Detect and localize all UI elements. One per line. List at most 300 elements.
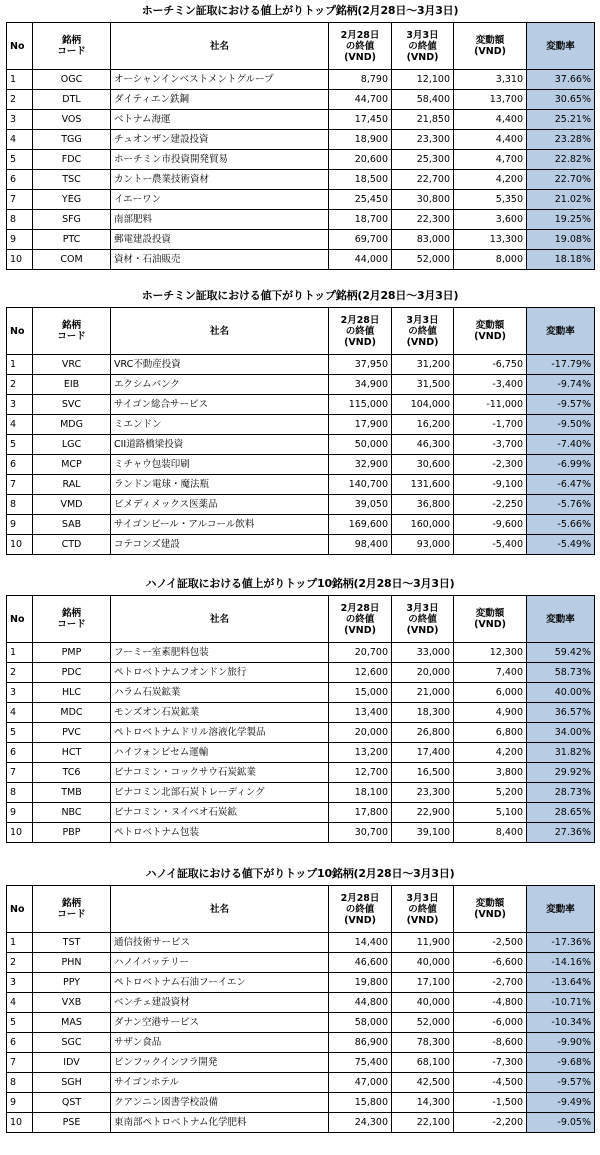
header-no bbox=[7, 23, 33, 70]
cell-no: 9 bbox=[7, 230, 33, 250]
header-close-feb28 bbox=[329, 596, 392, 643]
cell-close-mar3: 18,300 bbox=[392, 703, 454, 723]
table-row bbox=[7, 170, 595, 190]
table-row bbox=[7, 683, 595, 703]
header-close-feb28 bbox=[329, 308, 392, 355]
header-change bbox=[454, 308, 527, 355]
table-row bbox=[7, 783, 595, 803]
header-close-feb28-line: 2月28日 bbox=[340, 29, 380, 41]
cell-no: 8 bbox=[7, 495, 33, 515]
cell-change: 5,200 bbox=[454, 783, 527, 803]
table-row bbox=[7, 435, 595, 455]
header-code-line: コード bbox=[57, 331, 86, 342]
cell-change: -8,600 bbox=[454, 1033, 527, 1053]
cell-code: PDC bbox=[33, 663, 111, 683]
cell-no: 8 bbox=[7, 210, 33, 230]
cell-company: ミエンドン bbox=[111, 415, 329, 435]
cell-close-feb28: 140,700 bbox=[329, 475, 392, 495]
cell-change: -1,500 bbox=[454, 1093, 527, 1113]
cell-no: 2 bbox=[7, 375, 33, 395]
cell-close-mar3: 160,000 bbox=[392, 515, 454, 535]
cell-no: 2 bbox=[7, 953, 33, 973]
cell-rate: -10.71% bbox=[527, 993, 595, 1013]
cell-close-feb28: 32,900 bbox=[329, 455, 392, 475]
cell-company: ミチャウ包装印刷 bbox=[111, 455, 329, 475]
cell-change: -9,600 bbox=[454, 515, 527, 535]
cell-change: 6,800 bbox=[454, 723, 527, 743]
cell-close-feb28: 14,400 bbox=[329, 933, 392, 953]
stock-table bbox=[6, 885, 595, 1133]
header-close-feb28-line: (VND) bbox=[344, 914, 376, 926]
header-name bbox=[111, 308, 329, 355]
table-row bbox=[7, 643, 595, 663]
cell-rate: 21.02% bbox=[527, 190, 595, 210]
cell-no: 9 bbox=[7, 515, 33, 535]
table-title: ハノイ証取における値下がりトップ10銘柄(2月28日～3月3日) bbox=[145, 867, 455, 880]
header-code-line: 銘柄 bbox=[61, 35, 81, 46]
header-close-feb28-line: 2月28日 bbox=[340, 314, 380, 326]
cell-rate: -17.79% bbox=[527, 355, 595, 375]
cell-rate: 27.36% bbox=[527, 823, 595, 843]
header-row bbox=[7, 886, 595, 933]
table-row bbox=[7, 415, 595, 435]
cell-close-feb28: 58,000 bbox=[329, 1013, 392, 1033]
cell-code: IDV bbox=[33, 1053, 111, 1073]
table-row bbox=[7, 375, 595, 395]
section-hn-losers bbox=[6, 863, 594, 1133]
header-code-line: コード bbox=[57, 909, 86, 920]
cell-close-mar3: 83,000 bbox=[392, 230, 454, 250]
cell-rate: -5.76% bbox=[527, 495, 595, 515]
header-close-mar3 bbox=[392, 886, 454, 933]
header-name bbox=[111, 886, 329, 933]
header-no-line: No bbox=[10, 613, 25, 625]
cell-rate: 22.82% bbox=[527, 150, 595, 170]
cell-close-mar3: 25,300 bbox=[392, 150, 454, 170]
cell-close-feb28: 17,900 bbox=[329, 415, 392, 435]
header-close-feb28-line: 2月28日 bbox=[340, 892, 380, 904]
cell-close-mar3: 22,100 bbox=[392, 1113, 454, 1133]
cell-rate: -7.40% bbox=[527, 435, 595, 455]
header-row bbox=[7, 596, 595, 643]
cell-code: VXB bbox=[33, 993, 111, 1013]
stock-table bbox=[6, 22, 595, 270]
table-row bbox=[7, 703, 595, 723]
cell-rate: 40.00% bbox=[527, 683, 595, 703]
cell-rate: -17.36% bbox=[527, 933, 595, 953]
table-row bbox=[7, 535, 595, 555]
cell-code: PVC bbox=[33, 723, 111, 743]
cell-close-feb28: 20,600 bbox=[329, 150, 392, 170]
cell-change: -3,700 bbox=[454, 435, 527, 455]
header-close-feb28-line: の終値 bbox=[345, 613, 375, 625]
cell-code: SFG bbox=[33, 210, 111, 230]
header-code bbox=[33, 596, 111, 643]
header-close-mar3-line: (VND) bbox=[406, 914, 439, 926]
cell-company: ビンフックインフラ開発 bbox=[111, 1053, 329, 1073]
header-rate-line: 変動率 bbox=[546, 903, 575, 915]
table-title: ホーチミン証取における値下がりトップ銘柄(2月28日～3月3日) bbox=[141, 289, 459, 302]
cell-company: モンズオン石炭鉱業 bbox=[111, 703, 329, 723]
cell-code: PTC bbox=[33, 230, 111, 250]
header-close-feb28 bbox=[329, 886, 392, 933]
header-close-mar3 bbox=[392, 23, 454, 70]
cell-company: イエーワン bbox=[111, 190, 329, 210]
cell-company: ペトロベトナム石油フーイエン bbox=[111, 973, 329, 993]
header-code bbox=[33, 886, 111, 933]
cell-code: PSE bbox=[33, 1113, 111, 1133]
cell-code: CTD bbox=[33, 535, 111, 555]
table-row bbox=[7, 1053, 595, 1073]
cell-close-feb28: 19,800 bbox=[329, 973, 392, 993]
cell-close-feb28: 15,800 bbox=[329, 1093, 392, 1113]
cell-close-mar3: 23,300 bbox=[392, 783, 454, 803]
header-change-line: 変動額 bbox=[475, 320, 505, 331]
cell-rate: 37.66% bbox=[527, 70, 595, 90]
header-no bbox=[7, 596, 33, 643]
cell-code: VMD bbox=[33, 495, 111, 515]
header-close-feb28 bbox=[329, 23, 392, 70]
header-close-mar3-line: の終値 bbox=[408, 325, 437, 337]
header-rate bbox=[527, 596, 595, 643]
cell-no: 3 bbox=[7, 683, 33, 703]
header-rate-line: 変動率 bbox=[546, 325, 575, 337]
header-no-line: No bbox=[10, 40, 25, 52]
cell-rate: -9.49% bbox=[527, 1093, 595, 1113]
cell-code: MCP bbox=[33, 455, 111, 475]
cell-code: MAS bbox=[33, 1013, 111, 1033]
cell-close-mar3: 12,100 bbox=[392, 70, 454, 90]
cell-rate: -9.57% bbox=[527, 395, 595, 415]
cell-company: ペトロベトナム包装 bbox=[111, 823, 329, 843]
table-row bbox=[7, 763, 595, 783]
cell-close-mar3: 104,000 bbox=[392, 395, 454, 415]
header-name-line: 社名 bbox=[209, 613, 229, 625]
table-row bbox=[7, 1113, 595, 1133]
cell-rate: 23.28% bbox=[527, 130, 595, 150]
header-rate-line: 変動率 bbox=[546, 613, 575, 625]
cell-company: エクシムバンク bbox=[111, 375, 329, 395]
cell-company: ハノイバッテリー bbox=[111, 953, 329, 973]
cell-no: 9 bbox=[7, 803, 33, 823]
cell-rate: -5.49% bbox=[527, 535, 595, 555]
cell-rate: -9.50% bbox=[527, 415, 595, 435]
cell-no: 4 bbox=[7, 703, 33, 723]
cell-no: 6 bbox=[7, 455, 33, 475]
header-code bbox=[33, 308, 111, 355]
cell-close-mar3: 22,300 bbox=[392, 210, 454, 230]
cell-close-mar3: 14,300 bbox=[392, 1093, 454, 1113]
cell-close-feb28: 18,500 bbox=[329, 170, 392, 190]
table-row bbox=[7, 973, 595, 993]
cell-code: MDG bbox=[33, 415, 111, 435]
header-code-line: コード bbox=[57, 46, 86, 57]
cell-code: EIB bbox=[33, 375, 111, 395]
cell-change: 13,300 bbox=[454, 230, 527, 250]
table-row bbox=[7, 230, 595, 250]
cell-close-feb28: 169,600 bbox=[329, 515, 392, 535]
cell-company: ハイフォンビセム運輸 bbox=[111, 743, 329, 763]
cell-change: -6,000 bbox=[454, 1013, 527, 1033]
table-row bbox=[7, 933, 595, 953]
cell-no: 7 bbox=[7, 190, 33, 210]
cell-close-mar3: 17,100 bbox=[392, 973, 454, 993]
cell-close-mar3: 31,200 bbox=[392, 355, 454, 375]
cell-company: サザン食品 bbox=[111, 1033, 329, 1053]
cell-company: ビナコミン・ヌイベオ石炭鉱 bbox=[111, 803, 329, 823]
cell-company: ベンチェ建設資材 bbox=[111, 993, 329, 1013]
cell-company: ホーチミン市投資開発貿易 bbox=[111, 150, 329, 170]
header-change-line: (VND) bbox=[474, 46, 506, 57]
cell-company: クアンニン図書学校設備 bbox=[111, 1093, 329, 1113]
cell-no: 1 bbox=[7, 70, 33, 90]
header-code bbox=[33, 23, 111, 70]
cell-rate: 36.57% bbox=[527, 703, 595, 723]
cell-change: 13,700 bbox=[454, 90, 527, 110]
header-close-feb28-line: の終値 bbox=[345, 40, 375, 52]
table-row bbox=[7, 395, 595, 415]
cell-rate: 25.21% bbox=[527, 110, 595, 130]
header-close-mar3-line: の終値 bbox=[408, 40, 437, 52]
cell-close-feb28: 18,700 bbox=[329, 210, 392, 230]
cell-close-mar3: 16,200 bbox=[392, 415, 454, 435]
cell-close-mar3: 46,300 bbox=[392, 435, 454, 455]
cell-code: MDC bbox=[33, 703, 111, 723]
cell-company: ハラム石炭鉱業 bbox=[111, 683, 329, 703]
cell-close-feb28: 98,400 bbox=[329, 535, 392, 555]
header-rate-line: 変動率 bbox=[546, 40, 575, 52]
cell-close-feb28: 15,000 bbox=[329, 683, 392, 703]
header-no-line: No bbox=[10, 903, 25, 915]
cell-code: SAB bbox=[33, 515, 111, 535]
cell-company: ランドン電球・魔法瓶 bbox=[111, 475, 329, 495]
cell-company: ダナン空港サービス bbox=[111, 1013, 329, 1033]
cell-company: サイゴンビール・アルコール飲料 bbox=[111, 515, 329, 535]
cell-close-mar3: 30,800 bbox=[392, 190, 454, 210]
header-close-mar3-line: の終値 bbox=[408, 613, 437, 625]
cell-code: OGC bbox=[33, 70, 111, 90]
cell-company: ビナコミン・コックサウ石炭鉱業 bbox=[111, 763, 329, 783]
cell-code: SVC bbox=[33, 395, 111, 415]
cell-close-feb28: 75,400 bbox=[329, 1053, 392, 1073]
table-row bbox=[7, 70, 595, 90]
table-row bbox=[7, 515, 595, 535]
cell-no: 6 bbox=[7, 170, 33, 190]
cell-change: 4,400 bbox=[454, 130, 527, 150]
cell-company: ビメディメックス医薬品 bbox=[111, 495, 329, 515]
header-close-mar3-line: (VND) bbox=[406, 51, 439, 63]
cell-close-feb28: 20,000 bbox=[329, 723, 392, 743]
cell-company: VRC不動産投資 bbox=[111, 355, 329, 375]
cell-close-feb28: 13,200 bbox=[329, 743, 392, 763]
cell-change: -11,000 bbox=[454, 395, 527, 415]
cell-change: 4,200 bbox=[454, 743, 527, 763]
cell-close-feb28: 8,790 bbox=[329, 70, 392, 90]
header-no-line: No bbox=[10, 325, 25, 337]
header-close-feb28-line: (VND) bbox=[344, 624, 376, 636]
cell-change: -2,250 bbox=[454, 495, 527, 515]
cell-code: SGH bbox=[33, 1073, 111, 1093]
cell-close-mar3: 58,400 bbox=[392, 90, 454, 110]
cell-close-feb28: 46,600 bbox=[329, 953, 392, 973]
cell-no: 1 bbox=[7, 355, 33, 375]
cell-no: 7 bbox=[7, 475, 33, 495]
cell-change: -6,750 bbox=[454, 355, 527, 375]
cell-no: 10 bbox=[7, 535, 33, 555]
cell-change: -9,100 bbox=[454, 475, 527, 495]
cell-close-mar3: 68,100 bbox=[392, 1053, 454, 1073]
cell-rate: -6.99% bbox=[527, 455, 595, 475]
cell-rate: -9.68% bbox=[527, 1053, 595, 1073]
cell-code: QST bbox=[33, 1093, 111, 1113]
header-name bbox=[111, 23, 329, 70]
cell-company: 東南部ペトロベトナム化学肥料 bbox=[111, 1113, 329, 1133]
cell-rate: 18.18% bbox=[527, 250, 595, 270]
cell-close-mar3: 30,600 bbox=[392, 455, 454, 475]
cell-company: 資材・石油販売 bbox=[111, 250, 329, 270]
cell-rate: 34.00% bbox=[527, 723, 595, 743]
header-close-mar3 bbox=[392, 596, 454, 643]
cell-code: YEG bbox=[33, 190, 111, 210]
cell-company: サイゴンホテル bbox=[111, 1073, 329, 1093]
cell-no: 5 bbox=[7, 1013, 33, 1033]
table-row bbox=[7, 953, 595, 973]
cell-code: NBC bbox=[33, 803, 111, 823]
cell-change: 4,200 bbox=[454, 170, 527, 190]
cell-change: -4,500 bbox=[454, 1073, 527, 1093]
header-row bbox=[7, 308, 595, 355]
header-rate bbox=[527, 886, 595, 933]
cell-no: 4 bbox=[7, 130, 33, 150]
header-name-line: 社名 bbox=[209, 325, 229, 337]
cell-close-feb28: 44,000 bbox=[329, 250, 392, 270]
header-close-feb28-line: の終値 bbox=[345, 325, 375, 337]
cell-close-feb28: 30,700 bbox=[329, 823, 392, 843]
header-close-mar3-line: の終値 bbox=[408, 903, 437, 915]
cell-change: 3,600 bbox=[454, 210, 527, 230]
cell-change: -2,700 bbox=[454, 973, 527, 993]
cell-change: -2,300 bbox=[454, 455, 527, 475]
cell-close-feb28: 17,800 bbox=[329, 803, 392, 823]
cell-rate: -14.16% bbox=[527, 953, 595, 973]
stock-table bbox=[6, 595, 595, 843]
cell-change: -2,200 bbox=[454, 1113, 527, 1133]
cell-company: カントー農業技術資材 bbox=[111, 170, 329, 190]
cell-no: 4 bbox=[7, 415, 33, 435]
table-row bbox=[7, 455, 595, 475]
cell-close-feb28: 44,800 bbox=[329, 993, 392, 1013]
header-close-mar3-line: (VND) bbox=[406, 336, 439, 348]
header-close-mar3-line: 3月3日 bbox=[406, 314, 439, 326]
table-row bbox=[7, 723, 595, 743]
cell-code: TC6 bbox=[33, 763, 111, 783]
cell-close-mar3: 21,000 bbox=[392, 683, 454, 703]
table-row bbox=[7, 210, 595, 230]
cell-close-feb28: 20,700 bbox=[329, 643, 392, 663]
header-close-mar3-line: 3月3日 bbox=[406, 892, 439, 904]
header-change bbox=[454, 596, 527, 643]
header-close-mar3-line: (VND) bbox=[406, 624, 439, 636]
cell-change: 8,400 bbox=[454, 823, 527, 843]
stock-table bbox=[6, 307, 595, 555]
cell-code: TST bbox=[33, 933, 111, 953]
cell-change: 7,400 bbox=[454, 663, 527, 683]
table-row bbox=[7, 823, 595, 843]
cell-company: ダイティエン鉄鋼 bbox=[111, 90, 329, 110]
cell-change: 4,900 bbox=[454, 703, 527, 723]
table-row bbox=[7, 663, 595, 683]
cell-close-feb28: 44,700 bbox=[329, 90, 392, 110]
header-change-line: (VND) bbox=[474, 909, 506, 920]
cell-close-feb28: 37,950 bbox=[329, 355, 392, 375]
cell-rate: -9.90% bbox=[527, 1033, 595, 1053]
header-change-line: 変動額 bbox=[475, 35, 505, 46]
cell-change: -1,700 bbox=[454, 415, 527, 435]
cell-code: PHN bbox=[33, 953, 111, 973]
cell-company: ベトナム海運 bbox=[111, 110, 329, 130]
table-title: ハノイ証取における値上がりトップ10銘柄(2月28日～3月3日) bbox=[145, 577, 455, 590]
cell-close-mar3: 23,300 bbox=[392, 130, 454, 150]
cell-close-mar3: 40,000 bbox=[392, 993, 454, 1013]
cell-close-feb28: 50,000 bbox=[329, 435, 392, 455]
cell-close-mar3: 39,100 bbox=[392, 823, 454, 843]
header-name-line: 社名 bbox=[209, 903, 229, 915]
cell-change: -3,400 bbox=[454, 375, 527, 395]
cell-no: 5 bbox=[7, 435, 33, 455]
cell-no: 10 bbox=[7, 823, 33, 843]
table-row bbox=[7, 250, 595, 270]
header-code-line: 銘柄 bbox=[61, 320, 81, 331]
table-row bbox=[7, 110, 595, 130]
cell-close-mar3: 131,600 bbox=[392, 475, 454, 495]
cell-company: 通信技術サービス bbox=[111, 933, 329, 953]
header-code-line: 銘柄 bbox=[61, 608, 81, 619]
cell-company: コテコンズ建設 bbox=[111, 535, 329, 555]
cell-close-mar3: 31,500 bbox=[392, 375, 454, 395]
cell-code: PBP bbox=[33, 823, 111, 843]
cell-close-feb28: 25,450 bbox=[329, 190, 392, 210]
table-row bbox=[7, 475, 595, 495]
cell-code: TSC bbox=[33, 170, 111, 190]
cell-rate: -13.64% bbox=[527, 973, 595, 993]
cell-code: VOS bbox=[33, 110, 111, 130]
cell-rate: -9.05% bbox=[527, 1113, 595, 1133]
cell-no: 7 bbox=[7, 1053, 33, 1073]
table-row bbox=[7, 743, 595, 763]
cell-close-feb28: 17,450 bbox=[329, 110, 392, 130]
table-row bbox=[7, 495, 595, 515]
cell-no: 6 bbox=[7, 1033, 33, 1053]
cell-close-feb28: 47,000 bbox=[329, 1073, 392, 1093]
cell-no: 9 bbox=[7, 1093, 33, 1113]
header-close-feb28-line: (VND) bbox=[344, 51, 376, 63]
table-row bbox=[7, 1033, 595, 1053]
header-change bbox=[454, 23, 527, 70]
cell-change: -7,300 bbox=[454, 1053, 527, 1073]
cell-close-feb28: 115,000 bbox=[329, 395, 392, 415]
table-row bbox=[7, 1013, 595, 1033]
cell-close-feb28: 34,900 bbox=[329, 375, 392, 395]
cell-no: 3 bbox=[7, 973, 33, 993]
cell-change: -5,400 bbox=[454, 535, 527, 555]
header-name-line: 社名 bbox=[209, 40, 229, 52]
section-hcm-gainers bbox=[6, 0, 594, 270]
cell-company: CII道路橋梁投資 bbox=[111, 435, 329, 455]
cell-code: COM bbox=[33, 250, 111, 270]
cell-close-feb28: 69,700 bbox=[329, 230, 392, 250]
cell-change: 6,000 bbox=[454, 683, 527, 703]
cell-close-mar3: 20,000 bbox=[392, 663, 454, 683]
